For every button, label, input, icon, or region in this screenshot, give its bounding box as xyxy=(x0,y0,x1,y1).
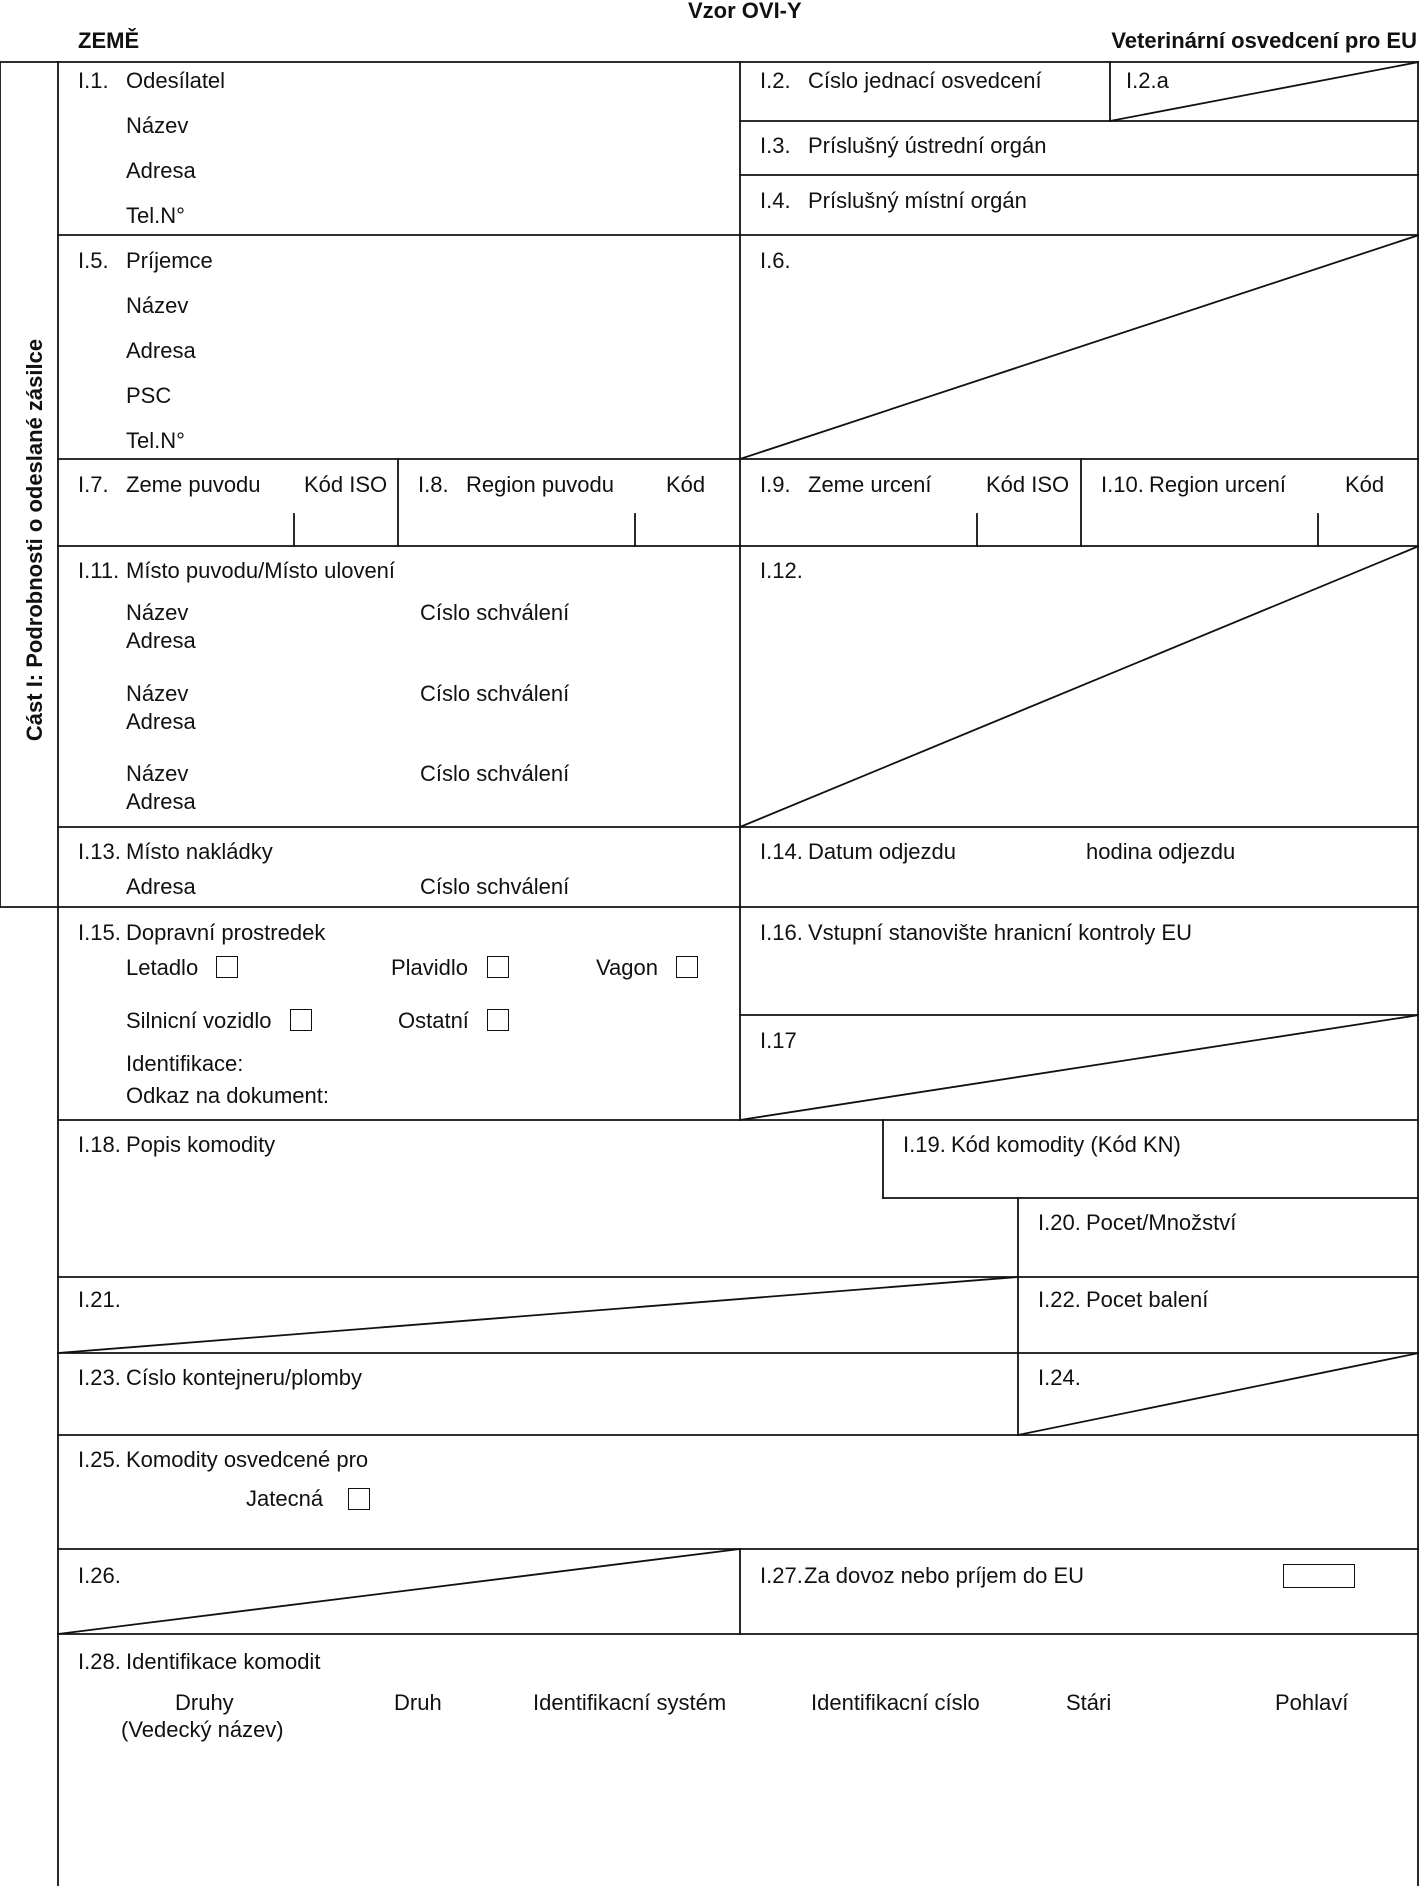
box-i7-number: I.7. xyxy=(78,472,109,497)
column-age: Stári xyxy=(1066,1690,1112,1715)
import-into-eu-field[interactable] xyxy=(1283,1564,1355,1588)
column-category: Druh xyxy=(394,1690,442,1715)
box-i22-number: I.22. xyxy=(1038,1287,1081,1312)
box-i15-number: I.15. xyxy=(78,920,121,945)
transport-road-checkbox[interactable] xyxy=(290,1009,312,1031)
consignee-title: Príjemce xyxy=(126,248,213,273)
box-i1-number: I.1. xyxy=(78,68,109,93)
consignor-name-label: Název xyxy=(126,113,189,138)
certificate-type: Veterinární osvedcení pro EU xyxy=(1111,28,1417,53)
region-of-destination-code-label: Kód xyxy=(1345,472,1385,497)
origin-3-address-label: Adresa xyxy=(126,789,196,814)
box-i2-number: I.2. xyxy=(760,68,791,93)
place-of-loading-title: Místo nakládky xyxy=(126,839,273,864)
transport-other-label: Ostatní xyxy=(398,1008,469,1033)
consignor-tel-label: Tel.N° xyxy=(126,203,185,228)
box-i14-number: I.14. xyxy=(760,839,803,864)
slaughter-label: Jatecná xyxy=(246,1486,324,1511)
region-of-origin-code-label: Kód xyxy=(666,472,706,497)
transport-aircraft-checkbox[interactable] xyxy=(216,956,238,978)
origin-3-approval-label: Císlo schválení xyxy=(420,761,570,786)
box-i11-number: I.11. xyxy=(78,558,120,583)
box-i2a-number: I.2.a xyxy=(1126,68,1169,93)
departure-time-label: hodina odjezdu xyxy=(1086,839,1236,864)
central-authority-title: Príslušný ústrední orgán xyxy=(808,133,1047,158)
border-post-title: Vstupní stanovište hranicní kontroly EU xyxy=(808,920,1192,945)
place-of-origin-title: Místo puvodu/Místo ulovení xyxy=(126,558,396,583)
box-i16-number: I.16. xyxy=(760,920,803,945)
box-i5-number: I.5. xyxy=(78,248,109,273)
import-into-eu-title: Za dovoz nebo príjem do EU xyxy=(804,1563,1085,1588)
box-i19-number: I.19. xyxy=(903,1132,946,1157)
consignee-name-label: Název xyxy=(126,293,189,318)
box-i21-number: I.21. xyxy=(78,1287,121,1312)
region-of-destination-title: Region urcení xyxy=(1149,472,1286,497)
country-of-origin-title: Zeme puvodu xyxy=(126,472,261,497)
loading-address-label: Adresa xyxy=(126,874,196,899)
column-sex: Pohlaví xyxy=(1275,1690,1349,1715)
box-i27-number: I.27. xyxy=(760,1563,803,1588)
box-i20-number: I.20. xyxy=(1038,1210,1081,1235)
origin-2-approval-label: Císlo schválení xyxy=(420,681,570,706)
box-i3-number: I.3. xyxy=(760,133,791,158)
transport-aircraft-label: Letadlo xyxy=(126,955,199,980)
means-of-transport-title: Dopravní prostredek xyxy=(126,920,326,945)
country-of-origin-iso-label: Kód ISO xyxy=(304,472,388,497)
transport-road-label: Silnicní vozidlo xyxy=(126,1008,272,1033)
origin-3-name-label: Název xyxy=(126,761,189,786)
transport-other-checkbox[interactable] xyxy=(487,1009,509,1031)
origin-2-address-label: Adresa xyxy=(126,709,196,734)
transport-railway-checkbox[interactable] xyxy=(676,956,698,978)
country-label: ZEMĚ xyxy=(78,28,140,53)
departure-date-title: Datum odjezdu xyxy=(808,839,956,864)
transport-identification-label: Identifikace: xyxy=(126,1051,244,1076)
form-title: Vzor OVI-Y xyxy=(688,0,802,23)
box-i10-number: I.10. xyxy=(1101,472,1144,497)
box-i17-number: I.17 xyxy=(760,1028,797,1053)
region-of-origin-title: Region puvodu xyxy=(466,472,615,497)
commodity-description-title: Popis komodity xyxy=(126,1132,276,1157)
column-species-scientific-name: (Vedecký název) xyxy=(121,1717,284,1742)
box-i8-number: I.8. xyxy=(418,472,449,497)
box-i26-number: I.26. xyxy=(78,1563,121,1588)
transport-railway-label: Vagon xyxy=(596,955,658,980)
transport-vessel-checkbox[interactable] xyxy=(487,956,509,978)
origin-1-name-label: Název xyxy=(126,600,189,625)
box-i25-number: I.25. xyxy=(78,1447,121,1472)
origin-1-address-label: Adresa xyxy=(126,628,196,653)
consignee-address-label: Adresa xyxy=(126,338,196,363)
number-of-packages-title: Pocet balení xyxy=(1086,1287,1209,1312)
column-identification-system: Identifikacní systém xyxy=(533,1690,727,1715)
part-one-label: Cást I: Podrobnosti o odeslané zásilce xyxy=(22,338,47,742)
box-i24-number: I.24. xyxy=(1038,1365,1081,1390)
box-i12-number: I.12. xyxy=(760,558,803,583)
quantity-title: Pocet/Množství xyxy=(1086,1210,1237,1235)
column-identification-number: Identifikacní císlo xyxy=(811,1690,980,1715)
loading-approval-label: Císlo schválení xyxy=(420,874,570,899)
transport-vessel-label: Plavidlo xyxy=(391,955,469,980)
box-i23-number: I.23. xyxy=(78,1365,121,1390)
slaughter-checkbox[interactable] xyxy=(348,1488,370,1510)
box-i18-number: I.18. xyxy=(78,1132,121,1157)
container-seal-title: Císlo kontejneru/plomby xyxy=(126,1365,363,1390)
local-authority-title: Príslušný místní orgán xyxy=(808,188,1027,213)
certificate-reference-title: Císlo jednací osvedcení xyxy=(808,68,1042,93)
commodity-code-title: Kód komodity (Kód KN) xyxy=(951,1132,1181,1157)
box-i4-number: I.4. xyxy=(760,188,791,213)
commodity-identification-title: Identifikace komodit xyxy=(126,1649,321,1674)
box-i6-number: I.6. xyxy=(760,248,791,273)
certified-for-title: Komodity osvedcené pro xyxy=(126,1447,369,1472)
consignee-postcode-label: PSC xyxy=(126,383,172,408)
box-i28-number: I.28. xyxy=(78,1649,121,1674)
consignor-title: Odesílatel xyxy=(126,68,226,93)
box-i9-number: I.9. xyxy=(760,472,791,497)
box-i13-number: I.13. xyxy=(78,839,121,864)
column-species: Druhy xyxy=(175,1690,234,1715)
country-of-destination-title: Zeme urcení xyxy=(808,472,932,497)
consignor-address-label: Adresa xyxy=(126,158,196,183)
consignee-tel-label: Tel.N° xyxy=(126,428,185,453)
origin-1-approval-label: Císlo schválení xyxy=(420,600,570,625)
origin-2-name-label: Název xyxy=(126,681,189,706)
transport-document-ref-label: Odkaz na dokument: xyxy=(126,1083,330,1108)
country-of-destination-iso-label: Kód ISO xyxy=(986,472,1070,497)
